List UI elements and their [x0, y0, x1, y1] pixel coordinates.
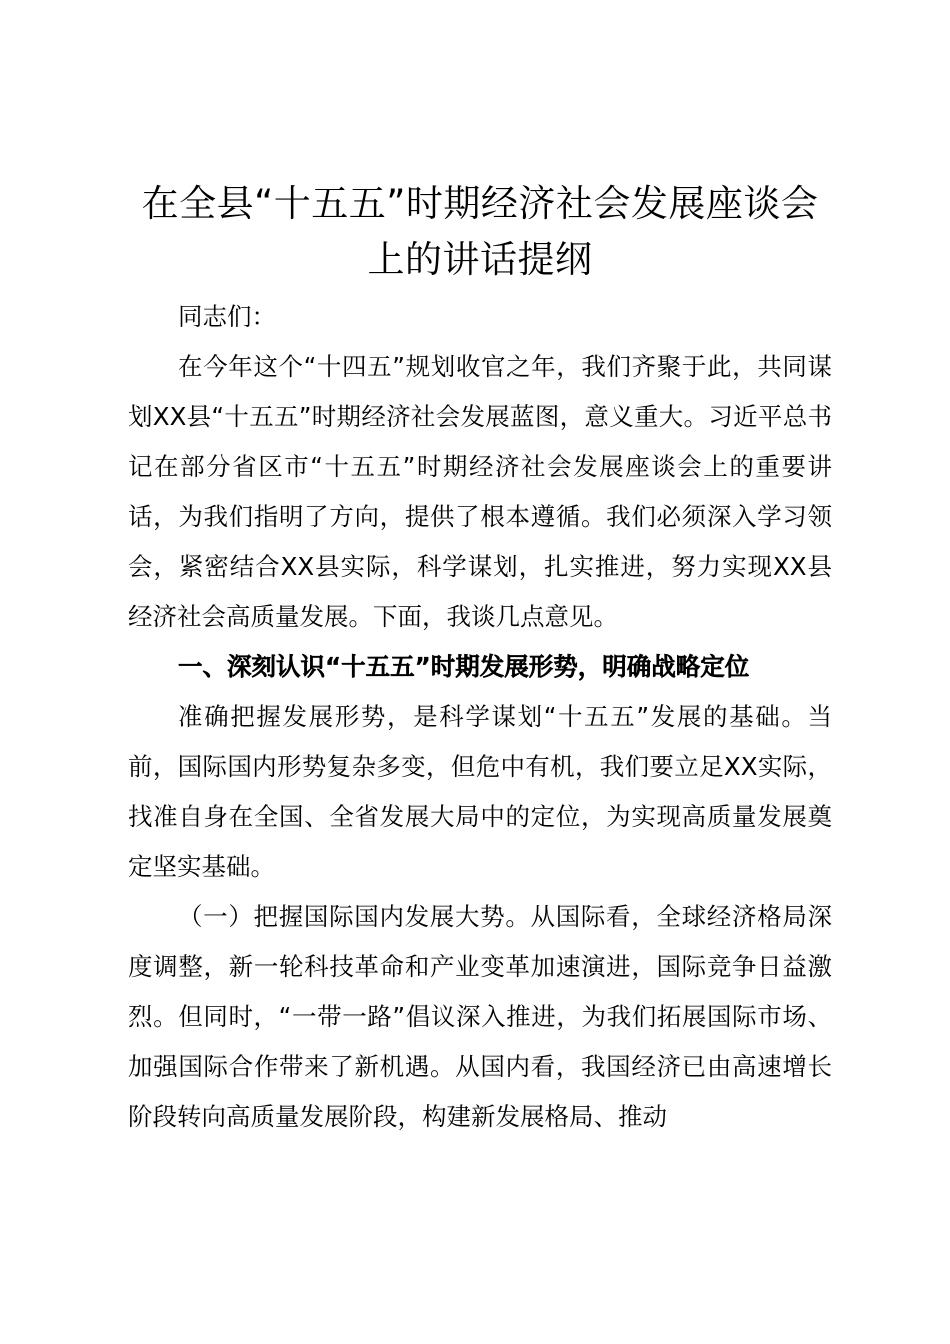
section-intro-paragraph: 准确把握发展形势，是科学谋划“十五五”发展的基础。当前，国际国内形势复杂多变，但危中有机，我们要立足XX实际，找准自身在全国、全省发展大局中的定位，为实现高质量发展奠定坚实基础。 [128, 702, 832, 881]
subsection-paragraph: （一）把握国际国内发展大势。从国际看，全球经济格局深度调整，新一轮科技革命和产业变革加速演进，国际竞争日益激烈。但同时，“一带一路”倡议深入推进，为我们拓展国际市场、加强国际合作带来了新机遇。从国内看，我国经济已由高速增长阶段转向高质量发展阶段，构建新发展格局、推动 [128, 902, 832, 1131]
section-heading: 一、深刻认识“十五五”时期发展形势，明确战略定位 [178, 652, 750, 681]
salutation: 同志们： [178, 302, 276, 331]
document-page [128, 176, 832, 1142]
opening-paragraph: 在今年这个“十四五”规划收官之年，我们齐聚于此，共同谋划XX县“十五五”时期经济社会发展蓝图，意义重大。习近平总书记在部分省区市“十五五”时期经济社会发展座谈会上的重要讲话，为我们指明了方向，提供了根本遵循。我们必须深入学习领会，紧密结合XX县实际，科学谋划，扎实推进，努力实现XX县经济社会高质量发展。下面，我谈几点意见。 [128, 352, 832, 631]
document-title: 在全县“十五五”时期经济社会发展座谈会上的讲话提纲 [141, 182, 819, 281]
